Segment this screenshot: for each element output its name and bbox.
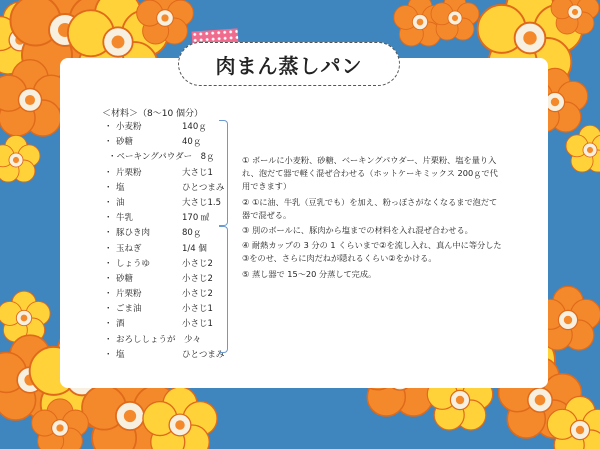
ingredient-name: ・ベーキングパウダー 8ｇ — [108, 152, 215, 163]
ingredient-row — [104, 226, 222, 241]
ingredient-row — [104, 348, 225, 363]
ingredient-row — [104, 196, 222, 211]
ingredient-amount: ひとつまみ — [182, 349, 225, 360]
ingredient-bullet: ・ — [104, 334, 113, 345]
recipe-title: 肉まん蒸しパン — [178, 42, 400, 86]
steps-list — [242, 154, 504, 283]
flower-icon — [137, 0, 194, 44]
ingredient-bullet: ・ — [104, 213, 113, 224]
ingredient-name: 酒 — [116, 319, 125, 330]
flower-icon — [566, 125, 600, 172]
ingredient-name: 小麦粉 — [116, 122, 142, 132]
ingredient-row — [104, 333, 222, 348]
ingredient-bullet: ・ — [104, 273, 113, 284]
flower-icon — [0, 135, 40, 182]
ingredient-row — [104, 242, 222, 257]
ingredient-name: ごま油 — [116, 304, 142, 315]
ingredient-name: 油 — [116, 197, 125, 208]
ingredient-name: しょうゆ — [116, 258, 151, 269]
flower-icon — [0, 291, 50, 342]
ingredient-name: 片栗粉 — [116, 289, 142, 300]
ingredient-row — [104, 181, 225, 196]
ingredient-name: 砂糖 — [116, 273, 134, 284]
ingredient-name: 片栗粉 — [116, 167, 142, 178]
ingredient-amount: 小さじ2 — [182, 273, 213, 284]
ingredient-bullet: ・ — [104, 304, 113, 315]
ingredient-name: 豚ひき肉 — [116, 228, 151, 239]
ingredient-amount: 80ｇ — [182, 228, 202, 239]
ingredient-row — [104, 211, 222, 226]
ingredient-amount: 1/4 個 — [182, 243, 207, 254]
ingredient-name: 牛乳 — [116, 213, 134, 224]
ingredient-amount: 小さじ1 — [182, 304, 213, 315]
ingredient-bullet: ・ — [104, 349, 113, 360]
ingredient-amount: 40ｇ — [182, 137, 202, 148]
ingredient-bullet: ・ — [104, 228, 113, 239]
ingredient-name: おろししょうが 少々 — [116, 334, 202, 345]
ingredient-row — [104, 135, 222, 150]
step-1: ① ボールに小麦粉、砂糖、ベーキングパウダー、片栗粉、塩を量り入れ、泡だて器で軽く混ぜ合わせる（ホットケーキミックス 200ｇで代用できます） — [242, 155, 498, 192]
ingredient-bullet: ・ — [104, 258, 113, 269]
step-3: ③ 別のボールに、豚肉から塩までの材料を入れ混ぜ合わせる。 — [242, 225, 473, 236]
ingredient-bullet: ・ — [104, 167, 113, 178]
ingredients-header: ＜材料＞（8～10 個分） — [102, 109, 204, 119]
step-5: ⑤ 蒸し器で 15～20 分蒸して完成。 — [242, 268, 377, 279]
ingredient-amount: 大さじ1.5 — [182, 197, 222, 208]
step-2: ② ①に油、牛乳（豆乳でも）を加え、粉っぽさがなくなるまで泡だて器で混ぜる。 — [242, 196, 498, 220]
ingredient-bullet: ・ — [104, 319, 113, 330]
ingredient-bullet: ・ — [104, 182, 113, 193]
ingredient-row — [104, 317, 222, 332]
ingredients-list — [104, 120, 225, 363]
ingredient-row — [104, 257, 222, 272]
step-4: ④ 耐熱カップの 3 分の 1 くらいまで②を流し入れ、真ん中に等分した③をのせ、さらに肉だねが隠れるくらい②をかける。 — [242, 240, 502, 264]
ingredient-amount: 大さじ1 — [182, 167, 213, 178]
filling-group-bracket — [219, 226, 228, 353]
ingredient-row — [104, 302, 222, 317]
ingredient-bullet: ・ — [104, 122, 113, 132]
ingredient-bullet: ・ — [104, 289, 113, 300]
ingredient-amount: 170 ㎖ — [182, 213, 210, 224]
ingredient-row — [104, 150, 222, 165]
dough-group-bracket — [219, 120, 228, 226]
ingredient-row — [104, 287, 222, 302]
ingredient-amount: ひとつまみ — [182, 182, 225, 193]
ingredient-amount: 小さじ2 — [182, 289, 213, 300]
ingredient-bullet: ・ — [104, 197, 113, 208]
ingredient-name: 砂糖 — [116, 137, 134, 148]
ingredient-row — [104, 120, 222, 135]
ingredient-name: 塩 — [116, 349, 125, 360]
ingredient-row — [104, 166, 222, 181]
ingredient-name: 塩 — [116, 182, 125, 193]
flower-icon — [551, 0, 599, 34]
ingredient-name: 玉ねぎ — [116, 243, 142, 254]
ingredient-bullet: ・ — [104, 137, 113, 148]
ingredient-row — [104, 272, 222, 287]
ingredient-bullet: ・ — [104, 243, 113, 254]
ingredient-amount: 140ｇ — [182, 122, 207, 132]
flower-icon — [431, 0, 479, 40]
ingredient-amount: 小さじ1 — [182, 319, 213, 330]
ingredient-amount: 小さじ2 — [182, 258, 213, 269]
